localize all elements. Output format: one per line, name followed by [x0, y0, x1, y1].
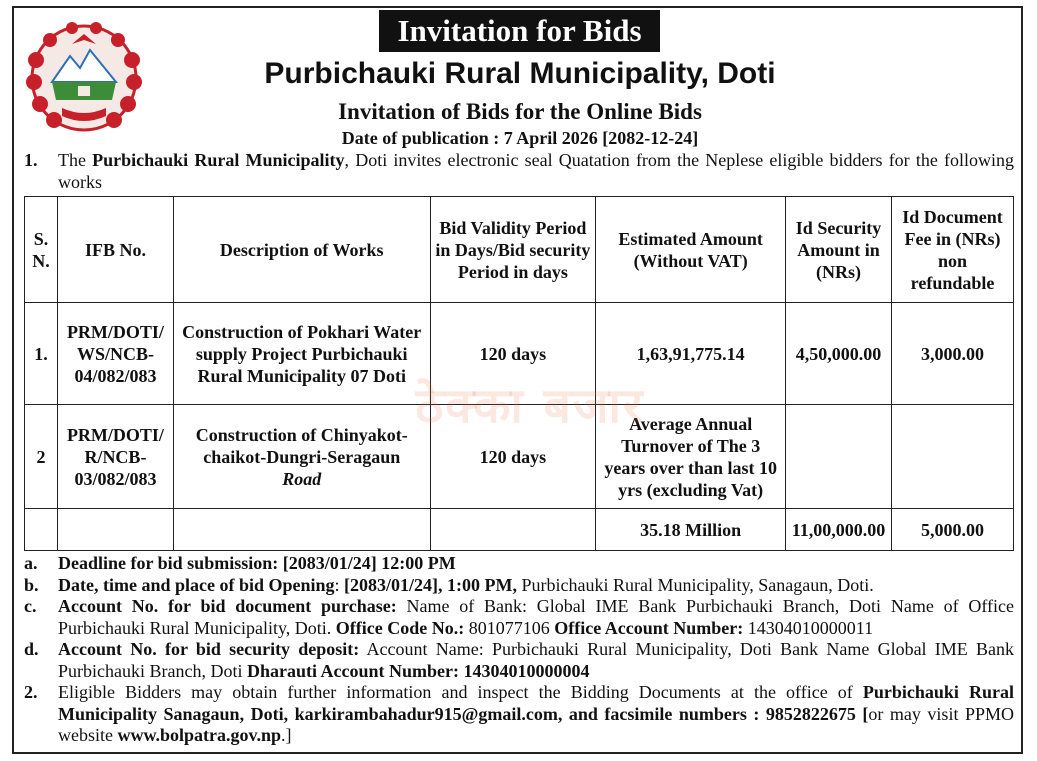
watermark-text: ठेक्का बजार: [415, 378, 645, 434]
note-security-account: [24, 639, 1014, 682]
description-italic: Road: [282, 468, 322, 489]
office-account-label: Office Account Number:: [554, 617, 744, 638]
dharauti-account: Dharauti Account Number: 14304010000004: [246, 660, 590, 681]
cell-fee: [892, 405, 1014, 509]
note-deadline: [24, 553, 1014, 575]
header-sn: S. N.: [25, 197, 58, 303]
document-account-heading: Account No. for bid document purchase:: [58, 596, 397, 616]
bids-table: [24, 196, 1014, 551]
total-fee: 5,000.00: [892, 509, 1014, 551]
cell-ifb: PRM/DOTI/ R/NCB- 03/082/083: [57, 405, 173, 509]
cell-estimate: 1,63,91,775.14: [596, 303, 786, 405]
office-contact: Purbichauki Rural Municipality Sanagaun, Doti, karkirambahadur915@gmail.com, and facsimile numbers : 9852822675 [: [58, 682, 1014, 724]
office-code-value: 801077106: [464, 617, 555, 638]
cell-validity: 120 days: [430, 405, 596, 509]
security-account-bank: Account Name: Purbichauki Rural Municipality, Doti Bank Name Global IME Bank Purbichauki Branch, Doti: [58, 639, 1015, 681]
opening-place: Purbichauki Rural Municipality, Sanagaun, Doti.: [517, 574, 874, 595]
header-ifb: IFB No.: [57, 197, 173, 303]
cell-description: [173, 405, 430, 509]
header-description: Description of Works: [173, 197, 430, 303]
note-label: d.: [24, 639, 39, 659]
note-label: 2.: [24, 682, 38, 702]
header-security: Id Security Amount in (NRs): [786, 197, 892, 303]
cell-security: 4,50,000.00: [786, 303, 892, 405]
intro-suffix: , Doti invites electronic seal Quatation from the Neplese eligible bidders for the following works: [58, 150, 1014, 192]
notes-section: [24, 553, 1014, 747]
cell-estimate: Average Annual Turnover of The 3 years over than last 10 yrs (excluding Vat): [596, 405, 786, 509]
total-security: 11,00,000.00: [786, 509, 892, 551]
notice-subtitle: Invitation of Bids for the Online Bids: [338, 99, 702, 124]
cell-empty: [57, 509, 173, 551]
cell-sn: 2: [25, 405, 58, 509]
table-row: [25, 303, 1014, 405]
note-further-info: [24, 682, 1014, 747]
cell-validity: 120 days: [430, 303, 596, 405]
intro-entity: Purbichauki Rural Municipality: [92, 150, 345, 170]
ppmo-website-link[interactable]: www.bolpatra.gov.np: [117, 725, 282, 745]
note-label: c.: [24, 596, 37, 616]
opening-colon: :: [334, 574, 345, 595]
header-fee: Id Document Fee in (NRs) non refundable: [892, 197, 1014, 303]
ppmo-text: or may visit PPMO website: [58, 703, 1014, 745]
cell-empty: [430, 509, 596, 551]
opening-heading: Date, time and place of bid Opening: [58, 574, 335, 595]
deadline-text: Deadline for bid submission: [2083/01/24] 12:00 PM: [58, 553, 456, 573]
intro-paragraph: [24, 149, 1014, 193]
total-estimate: 35.18 Million: [596, 509, 786, 551]
invitation-banner: Invitation for Bids: [379, 10, 660, 52]
description-main: Construction of Chinyakot-chaikot-Dungri-Seragaun: [195, 424, 408, 467]
header-validity: Bid Validity Period in Days/Bid security Period in days: [430, 197, 596, 303]
intro-number: 1.: [24, 150, 38, 170]
publication-date: Date of publication : 7 April 2026 [2082-12-24]: [341, 128, 699, 148]
header-estimate: Estimated Amount (Without VAT): [596, 197, 786, 303]
note-opening: [24, 575, 1014, 597]
table-header-row: [25, 197, 1014, 303]
closing-bracket: .]: [281, 725, 292, 745]
note-document-account: [24, 596, 1014, 639]
note-label: a.: [24, 553, 38, 573]
note-label: b.: [24, 574, 39, 595]
office-account-value: 14304010000011: [743, 617, 874, 638]
cell-sn: 1.: [25, 303, 58, 405]
cell-description: Construction of Pokhari Water supply Project Purbichauki Rural Municipality 07 Doti: [173, 303, 430, 405]
table-row: [25, 405, 1014, 509]
office-code-label: Office Code No.:: [335, 617, 465, 638]
info-text: Eligible Bidders may obtain further information and inspect the Bidding Documents at the office of: [58, 682, 863, 702]
cell-security: [786, 405, 892, 509]
cell-empty: [25, 509, 58, 551]
document-account-bank: Name of Bank: Global IME Bank Purbichauki Branch, Doti Name of Office Purbichauki Rural Municipality, Doti.: [58, 596, 1014, 638]
municipality-title: Purbichauki Rural Municipality, Doti: [264, 57, 776, 90]
cell-ifb: PRM/DOTI/ WS/NCB- 04/082/083: [57, 303, 173, 405]
nepal-government-emblem-icon: [22, 20, 146, 138]
security-account-heading: Account No. for bid security deposit:: [58, 639, 360, 659]
cell-empty: [173, 509, 430, 551]
intro-prefix: The: [58, 150, 93, 170]
cell-fee: 3,000.00: [892, 303, 1014, 405]
opening-datetime: [2083/01/24], 1:00 PM,: [344, 574, 517, 595]
table-total-row: [25, 509, 1014, 551]
